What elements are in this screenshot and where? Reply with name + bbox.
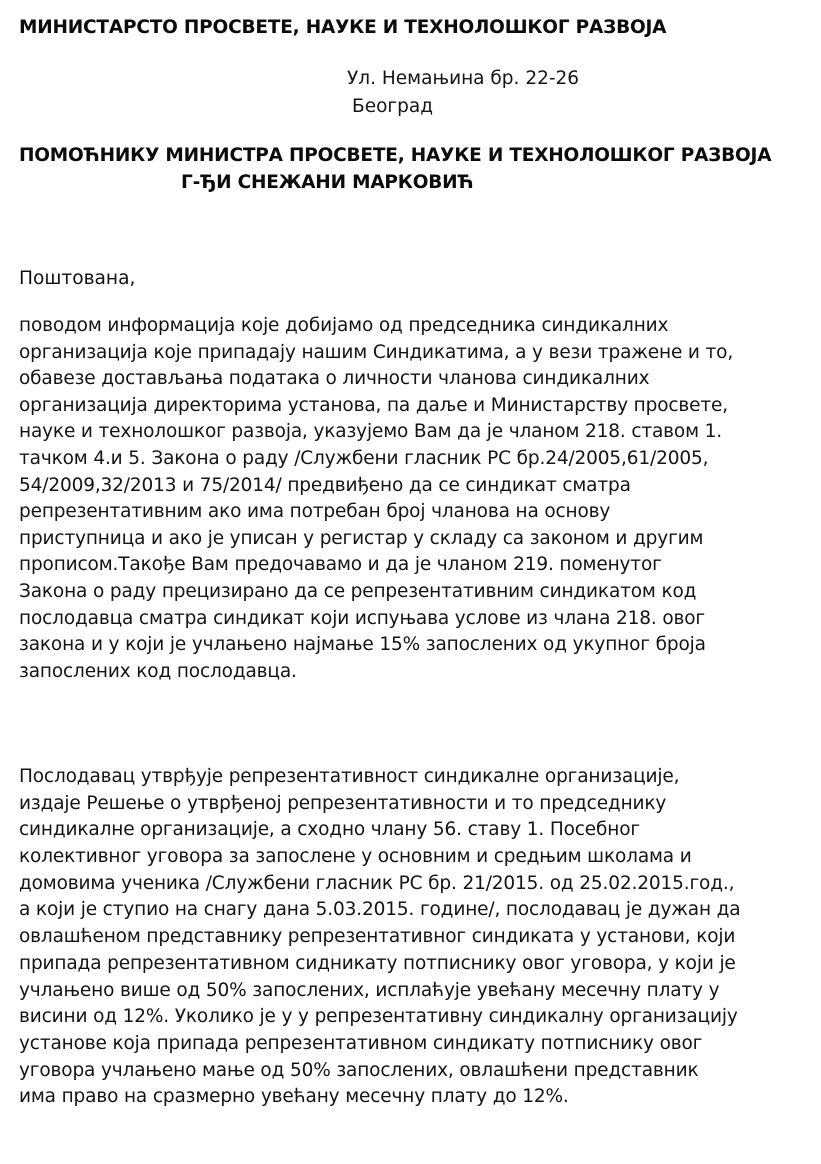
paragraph-line: домовима ученика /Службени гласник РС бр. 21/2015. од 25.02.2015.год., [19,872,735,894]
paragraph-line: 54/2009,32/2013 и 75/2014/ предвиђено да се синдикат сматра [19,474,631,496]
address-street: Ул. Немањина бр. 22-26 [347,68,580,89]
paragraph-line: организација које припадају нашим Синдикатима, а у вези тражене и то, [19,341,734,363]
paragraph-line: послодавца сматра синдикат који испуњава услове из члана 218. овог [19,607,705,629]
paragraph-line: поводом информација које добијамо од председника синдикалних [19,315,669,336]
recipient-title: ПОМОЋНИКУ МИНИСТРА ПРОСВЕТЕ, НАУКЕ И ТЕХНОЛОШКОГ РАЗВОЈА [19,145,772,166]
paragraph-line: тачком 4.и 5. Закона о раду /Службени гласник РС бр.24/2005,61/2005, [19,447,709,469]
paragraph-line: припада репрезентативном сидникату потписнику овог уговора, у који је [19,952,736,974]
paragraph-line: колективног уговора за запослене у основним и средњим школама и [19,846,692,868]
paragraph-line: има право на сразмерно увећану месечну плату до 12%. [19,1086,569,1108]
paragraph-line: организација директорима установа, па даље и Министарству просвете, [19,394,728,416]
recipient-name: Г-ЂИ СНЕЖАНИ МАРКОВИЋ [181,172,474,193]
ministry-header: МИНИСТАРСТО ПРОСВЕТЕ, НАУКЕ И ТЕХНОЛОШКОГ РАЗВОЈА [19,17,667,38]
paragraph-line: учлањено више од 50% запослених, исплаћује увећану месечну плату у [19,979,720,1001]
salutation: Поштована, [19,268,136,289]
paragraph-line: установе која припада репрезентативном синдикату потписнику овог [19,1032,703,1054]
paragraph-line: а који је ступио на снагу дана 5.03.2015. године/, послодавац је дужан да [19,899,741,921]
paragraph-line: обавезе достављања података о личности чланова синдикалних [19,368,650,390]
body-paragraph-1 [19,313,819,685]
address-city: Београд [352,96,433,117]
paragraph-line: запослених код послодавца. [19,660,297,682]
paragraph-line: репрезентативним ако има потребан број чланова на основу [19,501,611,523]
paragraph-line: уговора учлањено мање од 50% запослених, овлашћени представник [19,1059,699,1081]
paragraph-line: овлашћеном представнику репрезентативног синдиката у установи, који [19,926,736,948]
paragraph-line: закона и у који је учлањено најмање 15% запослених од укупног броја [19,634,706,656]
paragraph-line: издаје Решење о утврђеној репрезентативности и то председнику [19,792,667,814]
paragraph-line: науке и технолошког развоја, указујемо Вам да је чланом 218. ставом 1. [19,421,722,443]
paragraph-line: Послодавац утврђује репрезентативност синдикалне организације, [19,766,680,787]
paragraph-line: висини од 12%. Уколико је у у репрезентативну синдикалну организацију [19,1006,738,1028]
body-paragraph-2 [19,764,819,1111]
paragraph-line: приступница и ако је уписан у регистар у складу са законом и другим [19,527,704,549]
paragraph-line: синдикалне организације, а сходно члану 56. ставу 1. Посебног [19,819,640,841]
paragraph-line: Закона о раду прецизирано да се репрезентативним синдикатом код [19,580,697,602]
paragraph-line: прописом.Такође Вам предочавамо и да је чланом 219. поменутог [19,554,662,576]
